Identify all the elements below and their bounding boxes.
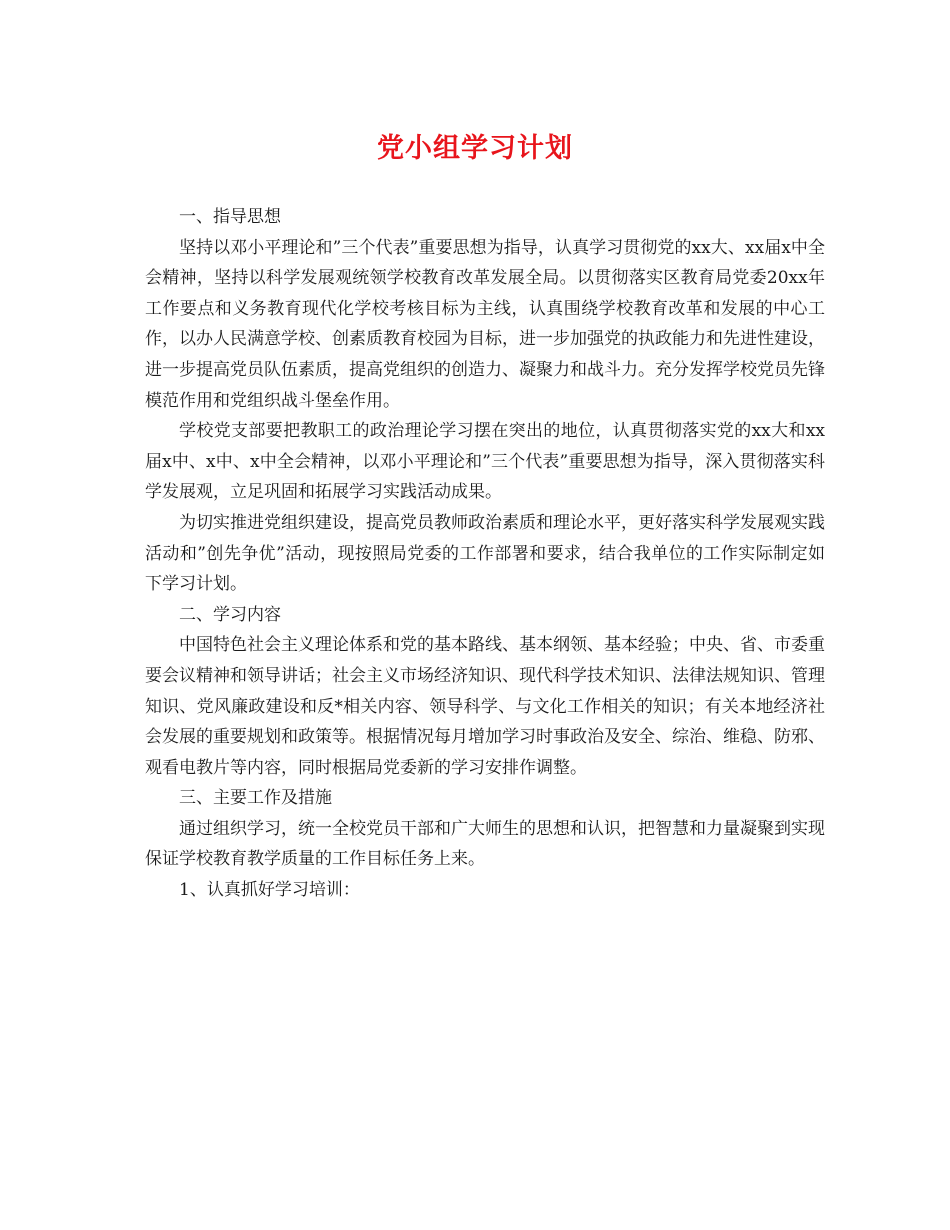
body-paragraph: 学校党支部要把教职工的政治理论学习摆在突出的地位，认真贯彻落实党的xx大和xx届x中、x中、x中全会精神，以邓小平理论和”三个代表”重要思想为指导，深入贯彻落实科学发展观，立足巩固和拓展学习实践活动成果。 [145,421,825,503]
section-heading-study-content: 二、学习内容 [179,604,281,625]
body-paragraph: 中国特色社会主义理论体系和党的基本路线、基本纲领、基本经验；中央、省、市委重要会议精神和领导讲话；社会主义市场经济知识、现代科学技术知识、法律法规知识、管理知识、党风廉政建设和反*相关内容、领导科学、与文化工作相关的知识；有关本地经济社会发展的重要规划和政策等。根据情况每月增加学习时事政治及安全、综治、维稳、防邪、观看电教片等内容，同时根据局党委新的学习安排作调整。 [145,635,825,778]
section-heading-main-work: 三、主要工作及措施 [179,788,332,809]
section-heading-guiding-thought: 一、指导思想 [179,207,281,227]
document-title: 党小组学习计划 [377,133,573,164]
body-paragraph: 为切实推进党组织建设，提高党员教师政治素质和理论水平，更好落实科学发展观实践活动和”创先争优”活动，现按照局党委的工作部署和要求，结合我单位的工作实际制定如下学习计划。 [145,512,825,595]
list-item-heading: 1、认真抓好学习培训： [179,880,360,901]
body-paragraph: 坚持以邓小平理论和”三个代表”重要思想为指导，认真学习贯彻党的xx大、xx届x中全会精神，坚持以科学发展观统领学校教育改革发展全局。以贯彻落实区教育局党委20xx年工作要点和义务教育现代化学校考核目标为主线，认真围绕学校教育改革和发展的中心工作，以办人民满意学校、创素质教育校园为目标，进一步加强党的执政能力和先进性建设，进一步提高党员队伍素质，提高党组织的创造力、凝聚力和战斗力。充分发挥学校党员先锋模范作用和党组织战斗堡垒作用。 [145,237,825,411]
body-paragraph: 通过组织学习，统一全校党员干部和广大师生的思想和认识，把智慧和力量凝聚到实现保证学校教育教学质量的工作目标任务上来。 [145,818,825,870]
document-body [145,202,825,906]
